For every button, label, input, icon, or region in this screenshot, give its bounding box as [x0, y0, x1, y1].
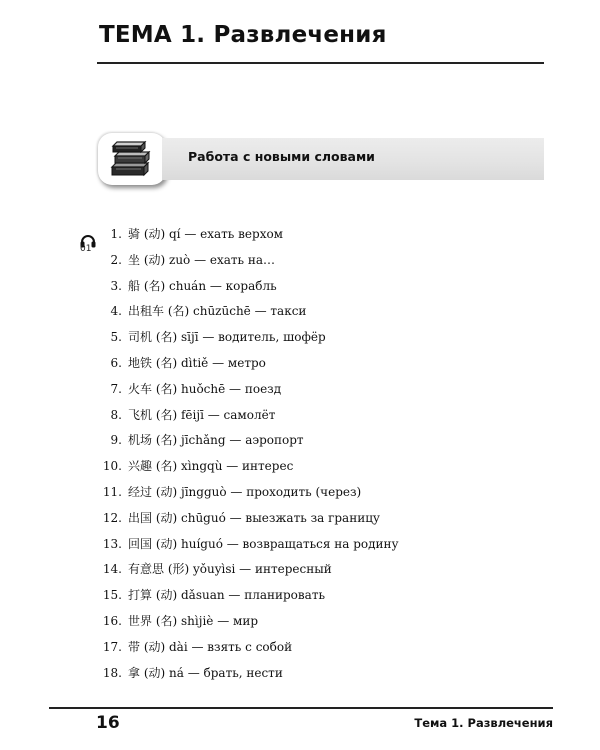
list-item [0, 637, 600, 657]
books-icon [108, 139, 156, 179]
item-number: 18. [102, 665, 122, 680]
list-item [0, 327, 600, 347]
item-number: 8. [110, 407, 122, 422]
page-title: ТЕМА 1. Развлечения [99, 22, 387, 48]
vocab-entry: 司机 (名) sījī — водитель, шофёр [128, 330, 326, 345]
item-number: 7. [110, 381, 122, 396]
vocab-entry: 回国 (动) huíguó — возвращаться на родину [128, 536, 399, 551]
list-item [0, 430, 600, 450]
vocab-entry: 骑 (动) qí — ехать верхом [128, 227, 284, 241]
vocab-entry: 出租车 (名) chūzūchē — такси [128, 304, 307, 319]
title-divider [97, 62, 544, 64]
item-number: 5. [110, 330, 122, 345]
list-item [0, 663, 600, 683]
footer-divider [49, 707, 553, 709]
list-item [0, 559, 600, 579]
vocab-entry: 有意思 (形) yǒuyìsi — интересный [128, 562, 332, 577]
vocab-entry: 船 (名) chuán — корабль [128, 278, 277, 293]
page-number: 16 [96, 713, 120, 733]
vocab-entry: 机场 (名) jīchǎng — аэропорт [128, 433, 304, 448]
list-item [0, 456, 600, 476]
list-item [0, 508, 600, 528]
vocab-entry: 坐 (动) zuò — ехать на… [128, 252, 276, 267]
running-footer-title: Тема 1. Развлечения [414, 716, 553, 730]
list-item [0, 276, 600, 296]
list-item [0, 301, 600, 321]
item-number: 12. [102, 510, 122, 525]
vocab-entry: 带 (动) dài — взять с собой [128, 639, 293, 654]
list-item [0, 405, 600, 425]
item-number: 10. [102, 459, 122, 474]
section-heading: Работа с новыми словами [188, 149, 375, 164]
item-number: 14. [102, 562, 122, 577]
vocab-entry: 打算 (动) dǎsuan — планировать [128, 588, 325, 603]
vocab-entry: 出国 (动) chūguó — выезжать за границу [128, 510, 380, 525]
item-number: 17. [102, 639, 122, 654]
item-number: 2. [110, 252, 122, 267]
item-number: 4. [110, 304, 122, 319]
item-number: 15. [102, 588, 122, 603]
list-item [0, 585, 600, 605]
list-item [0, 250, 600, 270]
vocab-entry: 世界 (名) shìjiè — мир [128, 614, 259, 628]
vocab-entry: 兴趣 (名) xìngqù — интерес [128, 459, 294, 474]
list-item [0, 353, 600, 373]
item-number: 16. [102, 614, 122, 628]
vocab-entry: 地铁 (名) dìtiě — метро [128, 356, 266, 370]
list-item [0, 534, 600, 554]
audio-track-number: 01 [80, 244, 92, 254]
vocab-entry: 火车 (名) huǒchē — поезд [128, 381, 282, 396]
item-number: 1. [110, 227, 122, 241]
list-item [0, 224, 600, 244]
list-item [0, 379, 600, 399]
item-number: 9. [110, 433, 122, 448]
item-number: 11. [102, 485, 122, 499]
vocab-entry: 拿 (动) ná — брать, нести [128, 665, 283, 680]
vocab-entry: 经过 (动) jīngguò — проходить (через) [128, 485, 362, 499]
list-item [0, 611, 600, 631]
item-number: 6. [110, 356, 122, 370]
section-icon-box [98, 133, 166, 185]
list-item [0, 482, 600, 502]
item-number: 13. [102, 536, 122, 551]
vocab-entry: 飞机 (名) fēijī — самолёт [128, 407, 276, 422]
item-number: 3. [110, 278, 122, 293]
